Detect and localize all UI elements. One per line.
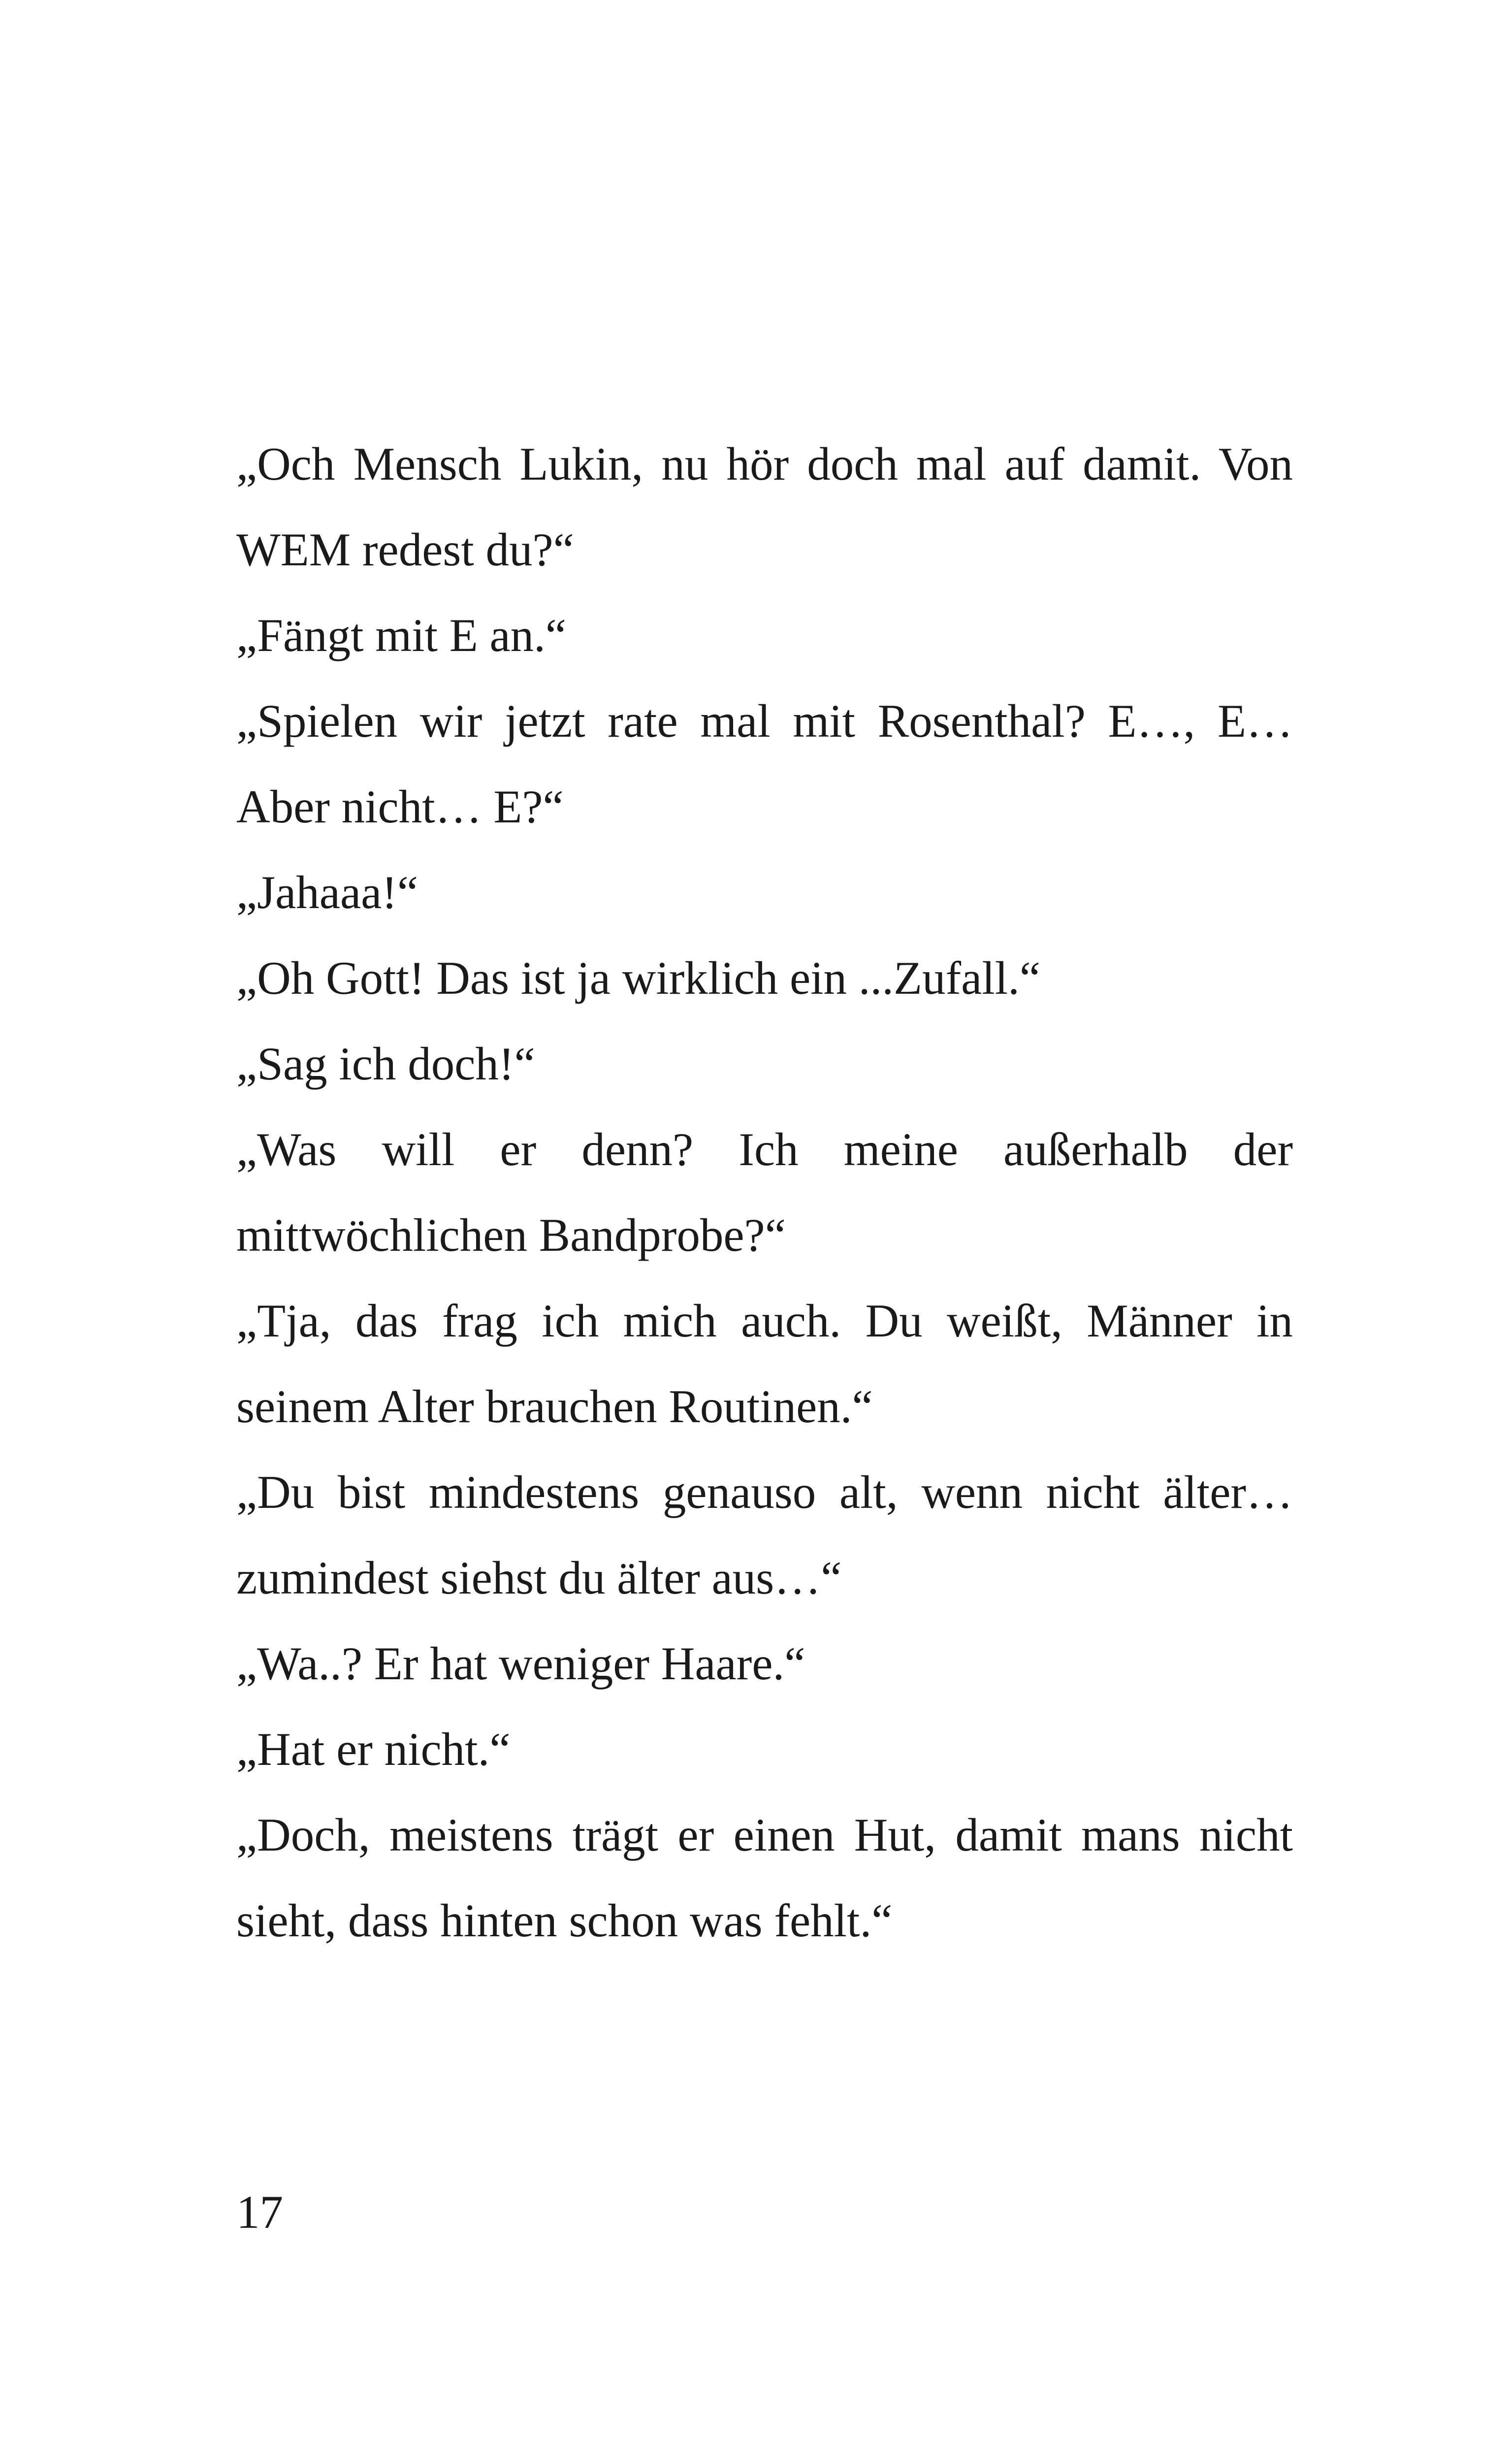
paragraph: „Tja, das frag ich mich auch. Du weißt, Männer in seinem Alter brauchen Routinen.“ xyxy=(236,1295,1293,1433)
paragraph: „Was will er denn? Ich meine außerhalb der mittwöchlichen Bandprobe?“ xyxy=(236,1123,1293,1261)
paragraph: „Sag ich doch!“ xyxy=(236,1038,535,1090)
paragraph: „Och Mensch Lukin, nu hör doch mal auf damit. Von WEM redest du?“ xyxy=(236,438,1293,576)
paragraph: „Fängt mit E an.“ xyxy=(236,609,567,661)
paragraph: „Wa..? Er hat weniger Haare.“ xyxy=(236,1637,805,1690)
paragraph: „Oh Gott! Das ist ja wirklich ein ...Zufall.“ xyxy=(236,952,1041,1004)
paragraph: „Hat er nicht.“ xyxy=(236,1723,511,1775)
paragraph: „Jahaaa!“ xyxy=(236,866,418,918)
page-number: 17 xyxy=(236,2186,283,2238)
paragraph: „Spielen wir jetzt rate mal mit Rosenthal? E…, E… Aber nicht… E?“ xyxy=(236,695,1293,833)
body-text xyxy=(236,421,1293,1963)
paragraph: „Doch, meistens trägt er einen Hut, damit mans nicht sieht, dass hinten schon was fehlt.“ xyxy=(236,1809,1293,1947)
paragraph: „Du bist mindestens genauso alt, wenn nicht älter… zumindest siehst du älter aus…“ xyxy=(236,1466,1293,1604)
